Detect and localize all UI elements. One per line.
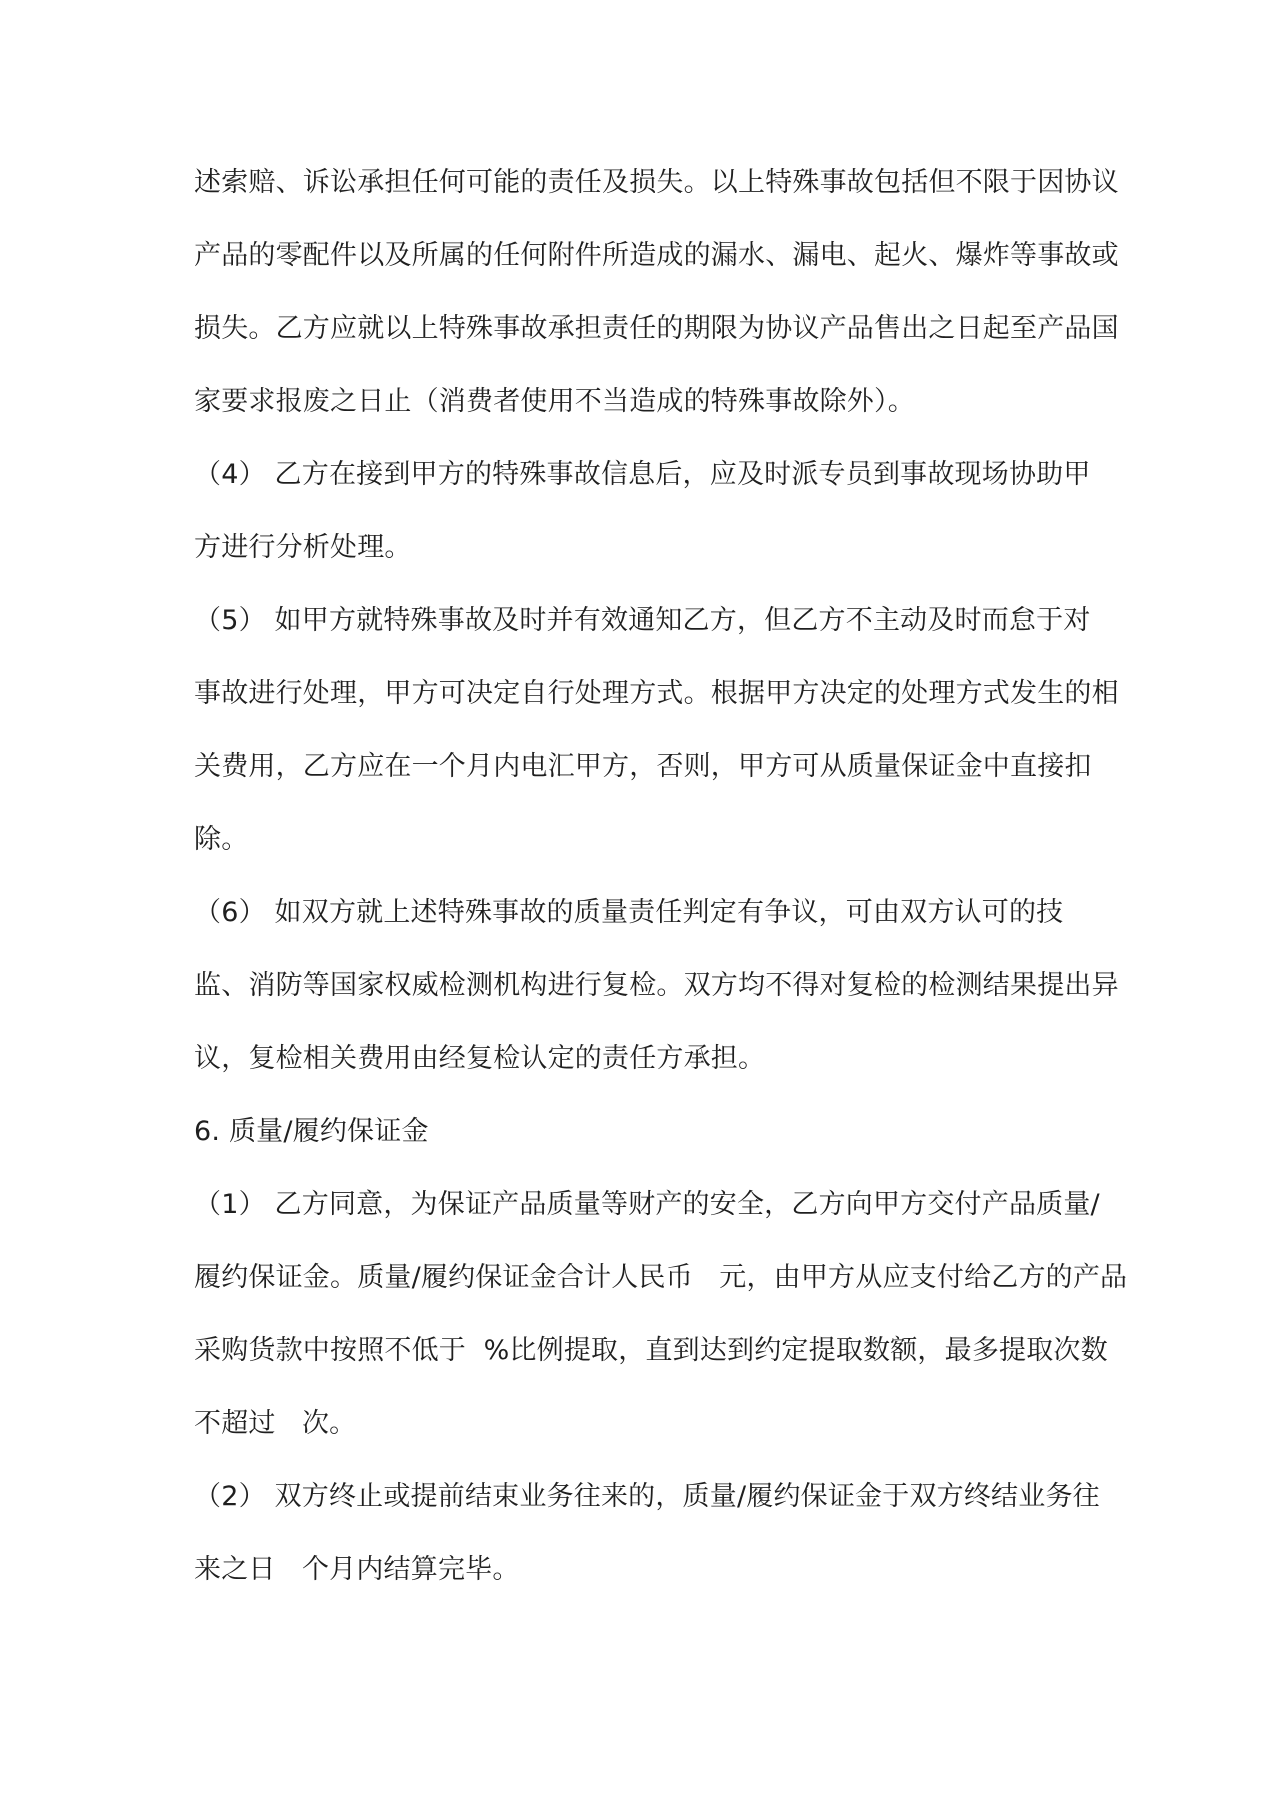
section-heading: 6. 质量/履约保证金 [194,1116,429,1147]
paragraph-line: 来之日 个月内结算完毕。 [194,1554,520,1585]
paragraph-line: 事故进行处理，甲方可决定自行处理方式。根据甲方决定的处理方式发生的相 [194,678,1119,709]
paragraph-line: 关费用，乙方应在一个月内电汇甲方，否则，甲方可从质量保证金中直接扣 [194,751,1092,782]
paragraph-line: （1） 乙方同意，为保证产品质量等财产的安全，乙方向甲方交付产品质量/ [194,1189,1100,1220]
paragraph-line: 履约保证金。质量/履约保证金合计人民币 元，由甲方从应支付给乙方的产品 [194,1262,1128,1293]
paragraph-line: 不超过 次。 [194,1408,357,1439]
paragraph-line: 方进行分析处理。 [194,532,412,563]
paragraph-line: （4） 乙方在接到甲方的特殊事故信息后，应及时派专员到事故现场协助甲 [194,459,1091,490]
paragraph-line: 监、消防等国家权威检测机构进行复检。双方均不得对复检的检测结果提出异 [194,970,1119,1001]
paragraph-line: 产品的零配件以及所属的任何附件所造成的漏水、漏电、起火、爆炸等事故或 [194,240,1119,271]
paragraph-line: 采购货款中按照不低于 %比例提取，直到达到约定提取数额，最多提取次数 [194,1335,1108,1366]
paragraph-line: 除。 [194,824,249,855]
paragraph-line: 损失。乙方应就以上特殊事故承担责任的期限为协议产品售出之日起至产品国 [194,313,1119,344]
paragraph-line: 家要求报废之日止（消费者使用不当造成的特殊事故除外）。 [194,386,915,417]
paragraph-line: 述索赔、诉讼承担任何可能的责任及损失。以上特殊事故包括但不限于因协议 [194,167,1119,198]
paragraph-line: （2） 双方终止或提前结束业务往来的，质量/履约保证金于双方终结业务往 [194,1481,1100,1512]
paragraph-line: （6） 如双方就上述特殊事故的质量责任判定有争议，可由双方认可的技 [194,897,1064,928]
paragraph-line: （5） 如甲方就特殊事故及时并有效通知乙方，但乙方不主动及时而怠于对 [194,605,1091,636]
paragraph-line: 议，复检相关费用由经复检认定的责任方承担。 [194,1043,766,1074]
